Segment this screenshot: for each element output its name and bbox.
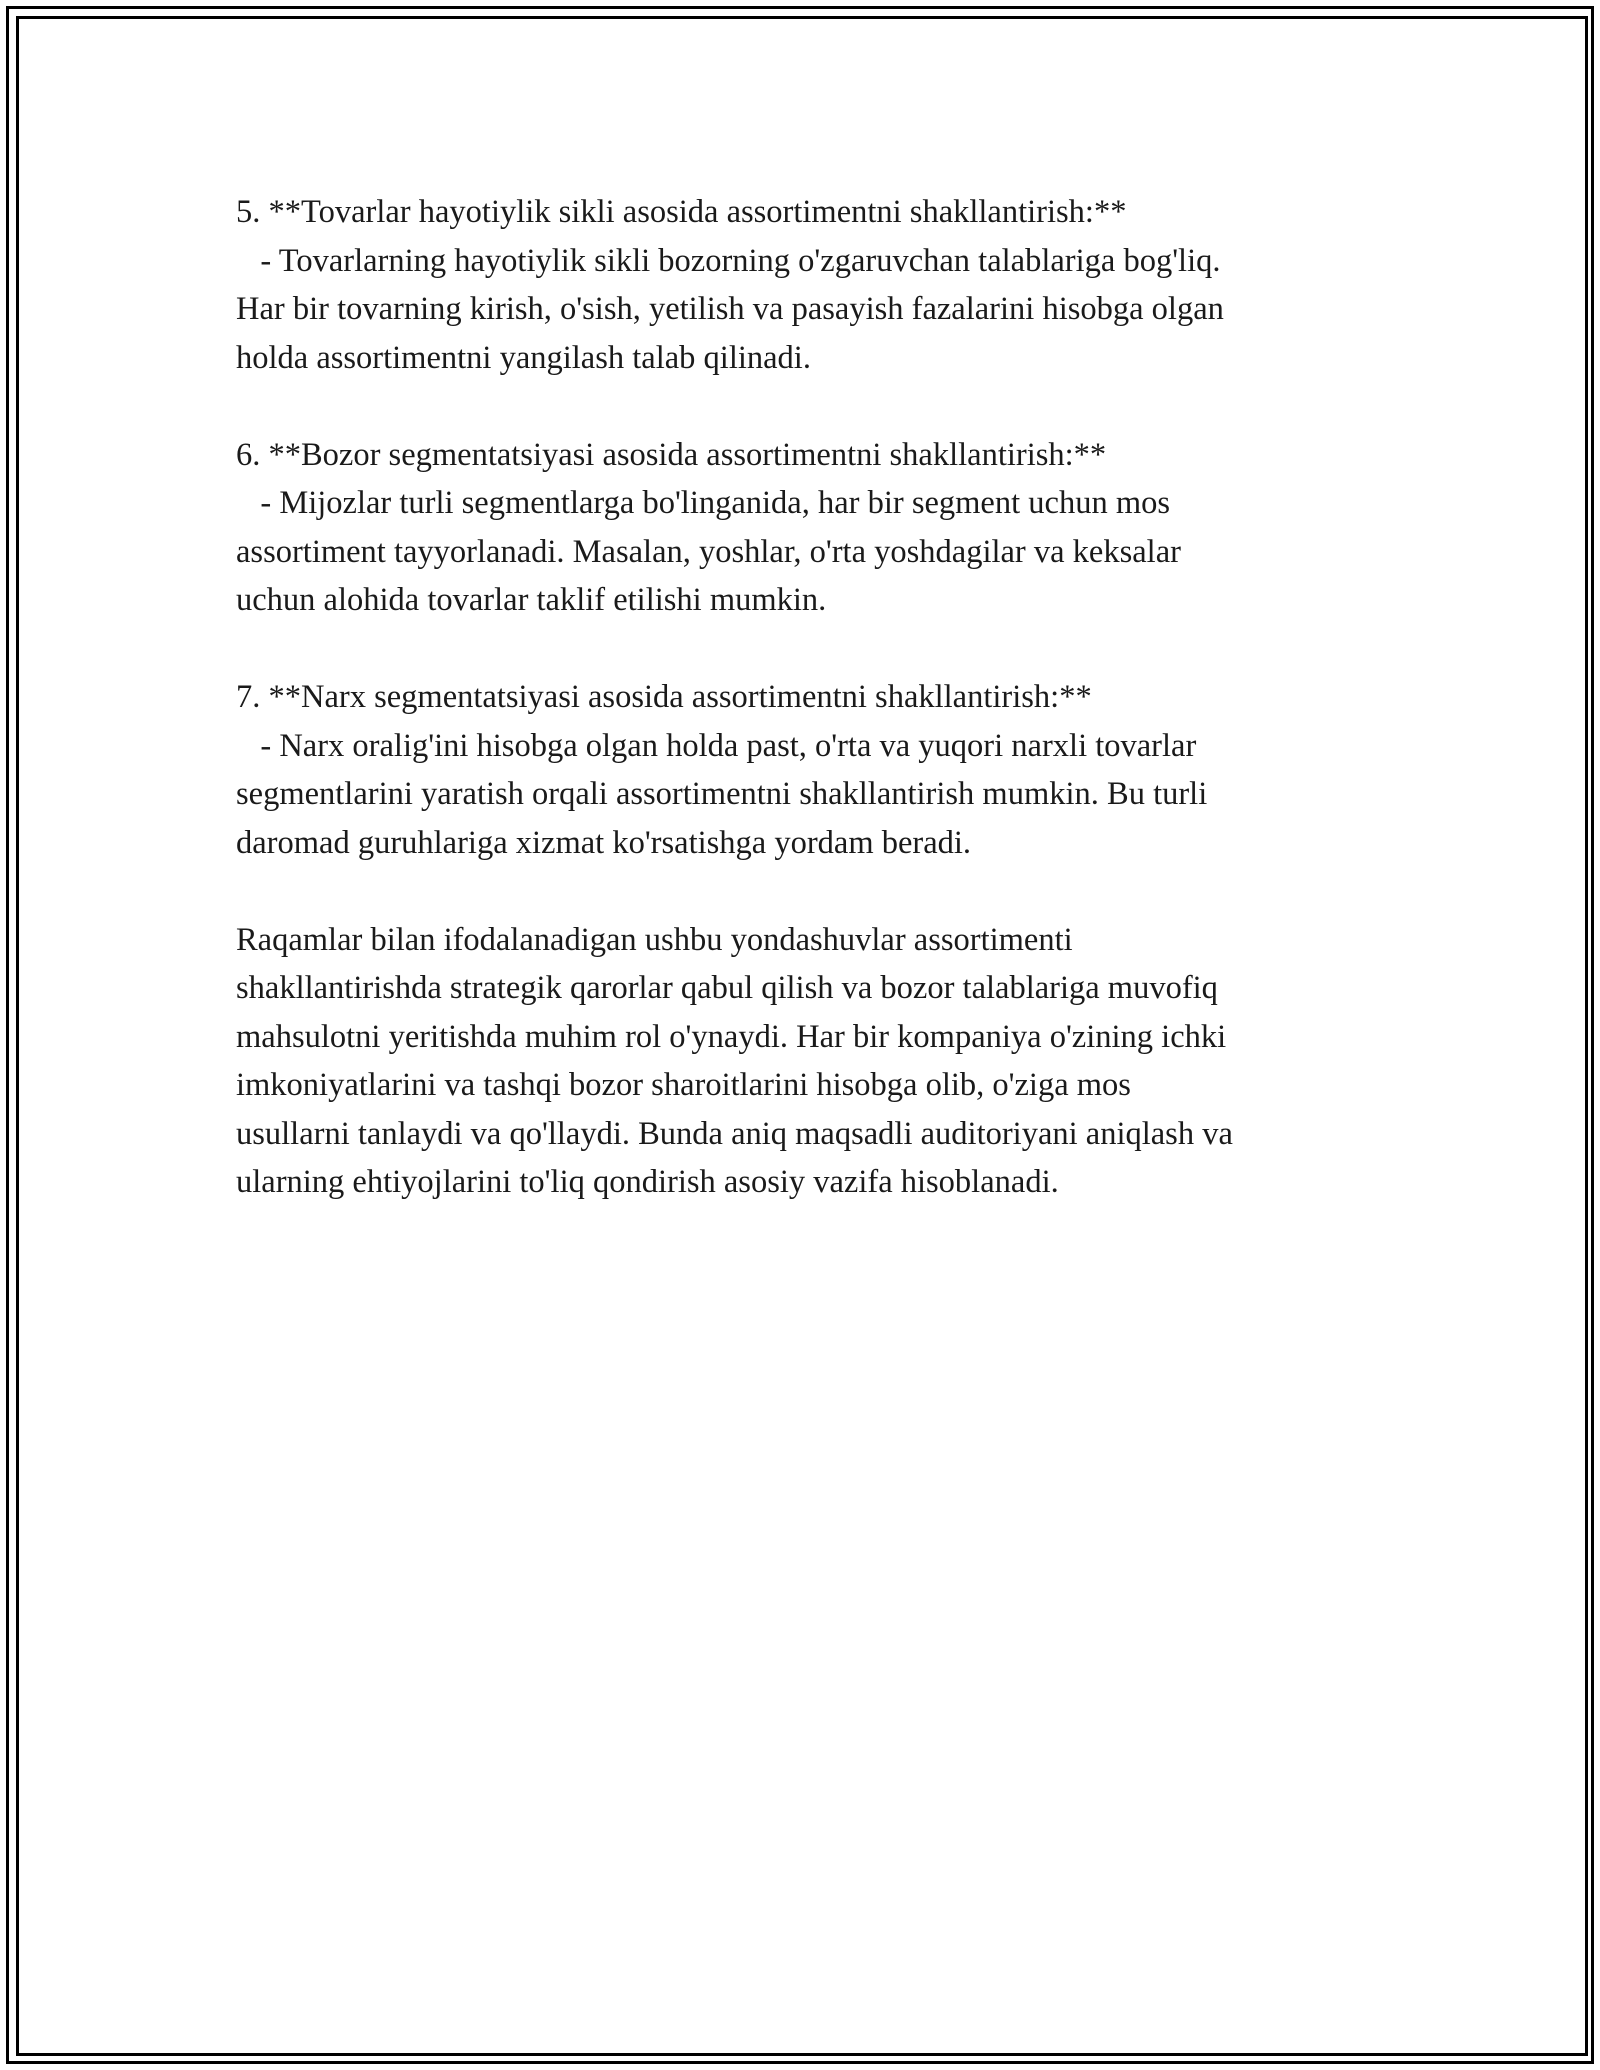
document-body xyxy=(236,188,1396,1255)
paragraph-conclusion: Raqamlar bilan ifodalanadigan ushbu yondashuvlar assortimenti shakllantirishda strategik qarorlar qabul qilish va bozor talablariga muvofiq mahsulotni yeritishda muhim rol o'ynaydi. Har bir kompaniya o'zining ichki imkoniyatlarini va tashqi bozor sharoitlarini hisobga olib, o'ziga mos usullarni tanlaydi va qo'llaydi. Bunda aniq maqsadli auditoriyani aniqlash va ularning ehtiyojlarini to'liq qondirish asosiy vazifa hisoblanadi. xyxy=(236,921,1233,1200)
paragraph-item-5: 5. **Tovarlar hayotiylik sikli asosida assortimentni shakllantirish:** - Tovarlarning hayotiylik sikli bozorning o'zgaruvchan talablariga bog'liq. Har bir tovarning kirish, o'sish, yetilish va pasayish fazalarini hisobga olgan holda assortimentni yangilash talab qilinadi. xyxy=(236,194,1224,376)
paragraph-item-6: 6. **Bozor segmentatsiyasi asosida assortimentni shakllantirish:** - Mijozlar turli segmentlarga bo'linganida, har bir segment uchun mos assortiment tayyorlanadi. Masalan, yoshlar, o'rta yoshdagilar va keksalar uchun alohida tovarlar taklif etilishi mumkin. xyxy=(236,436,1181,618)
paragraph-item-7: 7. **Narx segmentatsiyasi asosida assortimentni shakllantirish:** - Narx oralig'ini hisobga olgan holda past, o'rta va yuqori narxli tovarlar segmentlarini yaratish orqali assortimentni shakllantirish mumkin. Bu turli daromad guruhlariga xizmat ko'rsatishga yordam beradi. xyxy=(236,679,1208,861)
